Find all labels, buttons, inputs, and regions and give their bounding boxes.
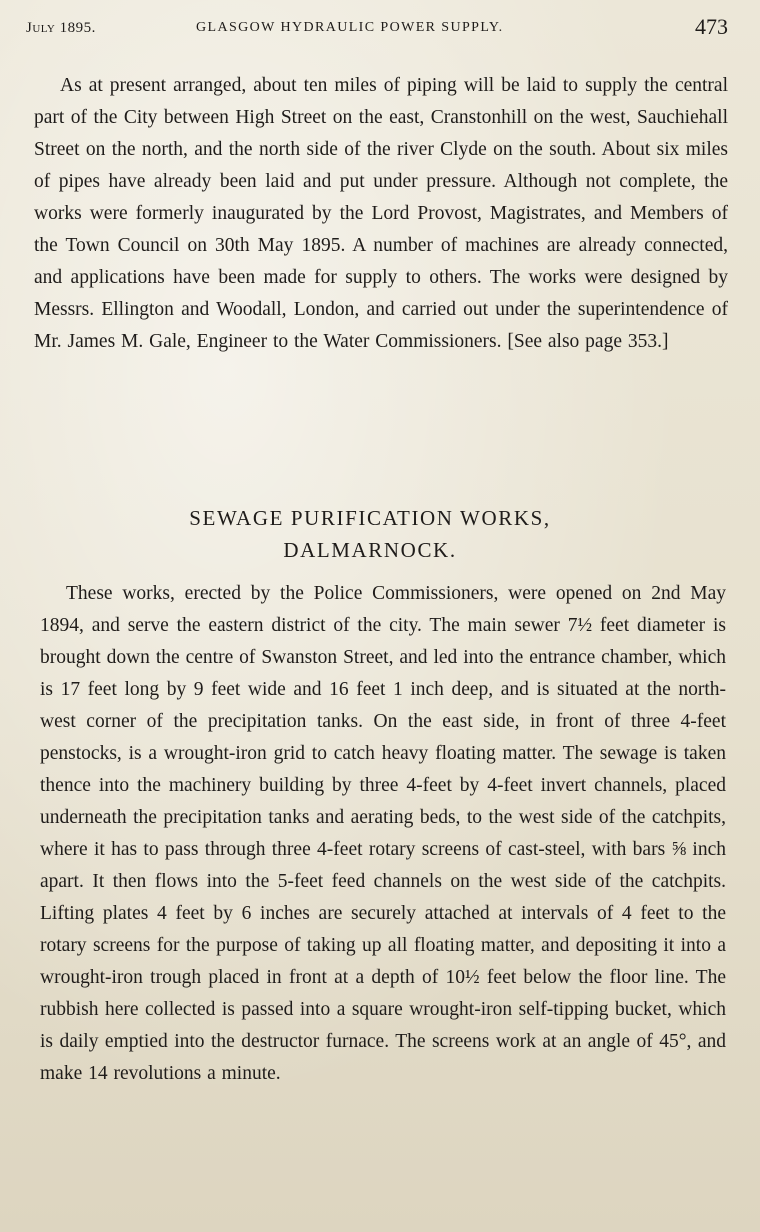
paragraph-1-text: As at present arranged, about ten miles of piping will be laid to supply the central part of the City between High Street on the east, Cranstonhill on the west, Sauchiehall Street on the north, and the north side of the river Clyde on the south. About six miles of pipes have already been laid and put under pressure. Although not complete, the works were formerly inaugurated by the Lord Provost, Magistrates, and Members of the Town Council on 30th May 1895. A number of machines are already connected, and applications have been made for supply to others. The works were designed by Messrs. Ellington and Woodall, London, and carried out under the superintendence of Mr. James M. Gale, Engineer to the Water Commissioners. [See also page 353.] bbox=[34, 75, 728, 352]
paragraph-sewage-works bbox=[40, 578, 726, 1090]
running-header bbox=[26, 14, 732, 44]
header-date: July 1895. bbox=[26, 20, 96, 36]
section-heading-line-2: DALMARNOCK. bbox=[283, 538, 457, 562]
section-heading-line-1: SEWAGE PURIFICATION WORKS, bbox=[189, 506, 551, 530]
page-number: 473 bbox=[695, 14, 728, 39]
paragraph-hydraulic-supply bbox=[34, 70, 728, 358]
header-title: GLASGOW HYDRAULIC POWER SUPPLY. bbox=[196, 20, 504, 35]
paragraph-2-text: These works, erected by the Police Commissioners, were opened on 2nd May 1894, and serve the eastern district of the city. The main sewer 7½ feet diameter is brought down the centre of Swanston Street, and led into the entrance chamber, which is 17 feet long by 9 feet wide and 16 feet 1 inch deep, and is situated at the north-west corner of the precipitation tanks. On the east side, in front of three 4-feet penstocks, is a wrought-iron grid to catch heavy floating matter. The sewage is taken thence into the machinery building by three 4-feet by 4-feet invert channels, placed underneath the precipitation tanks and aerating beds, to the west side of the catchpits, where it has to pass through three 4-feet rotary screens of cast-steel, with bars ⅝ inch apart. It then flows into the 5-feet feed channels on the west side of the catchpits. Lifting plates 4 feet by 6 inches are securely attached at intervals of 4 feet to the rotary screens for the purpose of taking up all floating matter, and depositing it into a wrought-iron trough placed in front at a depth of 10½ feet below the floor line. The rubbish here collected is passed into a square wrought-iron self-tipping bucket, which is daily emptied into the destructor furnace. The screens work at an angle of 45°, and make 14 revolutions a minute. bbox=[40, 583, 726, 1084]
